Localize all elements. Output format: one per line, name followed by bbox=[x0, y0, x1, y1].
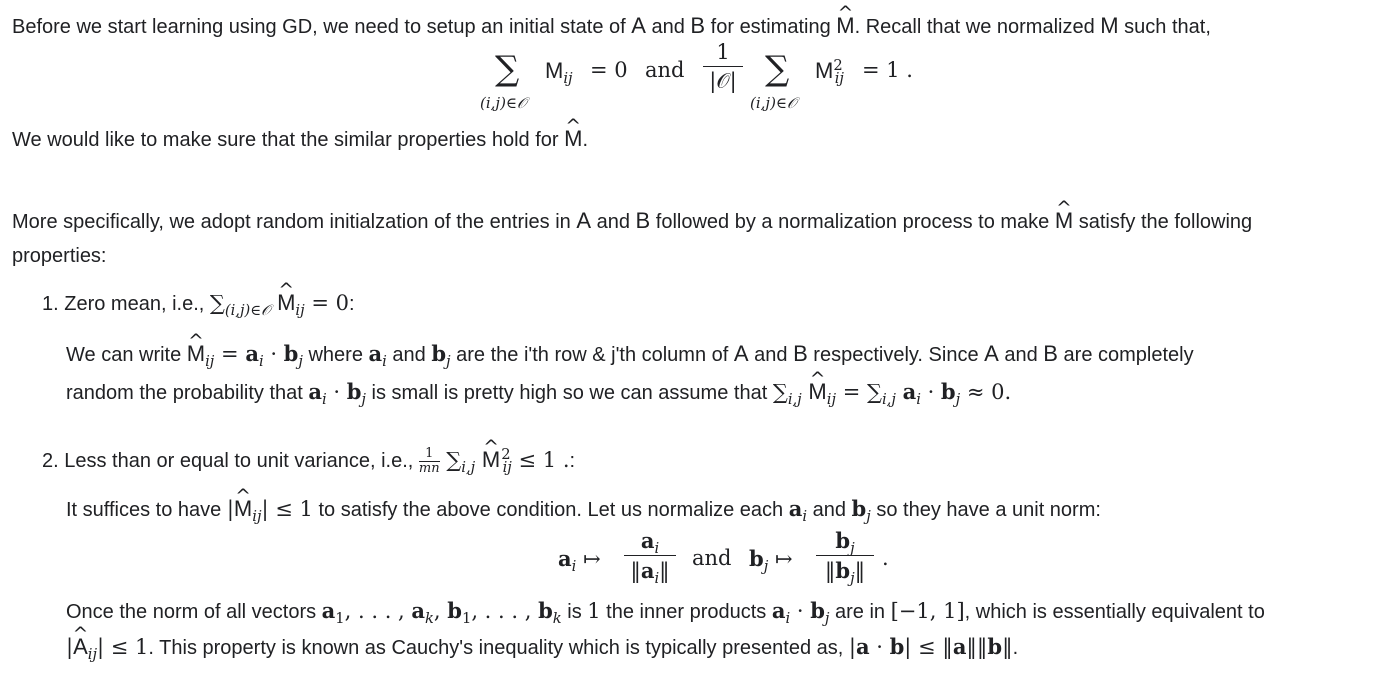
specific-line-2: properties: bbox=[12, 245, 107, 267]
item2-l1-eq: ≤ 1 bbox=[268, 497, 313, 521]
sum-term: $M_{ij}$ bbox=[545, 58, 573, 88]
item2-title: Less than or equal to unit variance, i.e., bbox=[64, 450, 419, 472]
item2-frac-den: mn bbox=[418, 461, 440, 476]
sum-subscript: (i,j)∈𝒪 bbox=[480, 94, 527, 112]
item2-l3-text-d: are in bbox=[829, 601, 891, 623]
symbol-A: A bbox=[631, 13, 646, 38]
item2-l3-text-a: Once the norm of all vectors bbox=[66, 601, 322, 623]
item1-sum-subscript: (i,j)∈𝒪 bbox=[224, 302, 271, 320]
item2-line-3: Once the norm of all vectors $a_1$, . . . , $a_k$, $b_1$, . . . , $b_k$ is 1 the inner products $a_i \cdot b_j$ are in [−1, 1], which is essentially equivalent to bbox=[66, 598, 1265, 628]
item2-colon: : bbox=[569, 450, 576, 472]
item1-l2-eq: = bbox=[836, 380, 867, 404]
item1-line-1: We can write ^ $M_{ij} = a_i \cdot b_j$ where $a_i$ and $b_j$ are the i'th row & j'th column of A and B respectively. Since A and B are completely bbox=[66, 340, 1194, 369]
intro-text-5: such that, bbox=[1118, 16, 1211, 38]
symbol-M-hat-2: ^ M bbox=[564, 125, 582, 153]
item1-l1-text-c: and bbox=[386, 344, 432, 366]
item2-l1-text-a: It suffices to have bbox=[66, 499, 227, 521]
symbol-A-2: A bbox=[576, 208, 592, 233]
item1-l1-text-a: We can write bbox=[66, 344, 187, 366]
specific-text-2: and bbox=[591, 211, 636, 233]
sum-symbol: ∑ bbox=[495, 49, 520, 89]
fraction-denominator: |𝒪| bbox=[709, 69, 737, 93]
item2-line-4: |^ $A_{ij}| \le 1$. This property is known as Cauchy's inequality which is typically presented as, |a · b| ≤ ‖a‖‖b‖. bbox=[66, 633, 1018, 662]
one-over-O-fraction bbox=[703, 40, 743, 94]
item1-l2-sub-2: i,j bbox=[881, 391, 896, 409]
item2-fraction bbox=[419, 447, 440, 476]
intro-text-4: . Recall that we normalized bbox=[854, 16, 1101, 38]
item2-l3-text-e: , which is essentially equivalent to bbox=[964, 601, 1265, 623]
item2-l3-interval: [−1, 1] bbox=[890, 599, 965, 623]
item1-line-2: random the probability that $a_i \cdot b_j$ is small is pretty high so we can assume that $\sum_{i,j}$ ^ $M_{ij} = \sum_{i,j}$ $a_i \cdot b_j \approx 0$. bbox=[66, 378, 1011, 407]
item1-l2-text-b: is small is pretty high so we can assume that bbox=[365, 382, 773, 404]
similar-properties-line: We would like to make sure that the similar properties hold for ^ M. bbox=[12, 125, 588, 154]
specific-text-1: More specifically, we adopt random initialzation of the entries in bbox=[12, 211, 577, 233]
map-and: and bbox=[692, 546, 732, 570]
map-a: $a_i$ ↦ bbox=[558, 546, 601, 576]
intro-line bbox=[12, 12, 1211, 41]
map-a-fraction: $a_i$ $‖a_i‖$ bbox=[624, 528, 676, 583]
map-period: . bbox=[882, 546, 889, 570]
item2-frac-num: 1 bbox=[425, 446, 434, 461]
intro-text-3: for estimating bbox=[705, 16, 837, 38]
item2-l3-dots-1: , . . . , bbox=[344, 599, 412, 623]
symbol-M-hat-3: ^ M bbox=[1055, 207, 1073, 235]
sum-symbol-2: ∑ bbox=[765, 49, 790, 89]
item1-l1-text-f: respectively. Since bbox=[807, 344, 985, 366]
item2-line-1: It suffices to have |^ $M_{ij}| \le 1$ to satisfy the above condition. Let us normalize each $a_i$ and $b_j$ so they have a unit norm: bbox=[66, 495, 1101, 524]
sum-subscript-2: (i,j)∈𝒪 bbox=[750, 94, 797, 112]
item2-l1-text-d: so they have a unit norm: bbox=[870, 499, 1101, 521]
item2-l3-dots-2: , . . . , bbox=[471, 599, 539, 623]
item2-eq: ≤ 1 . bbox=[511, 448, 570, 472]
item1-l1-text-g: and bbox=[998, 344, 1044, 366]
symbol-M-hat: ^ M bbox=[836, 12, 854, 40]
item2-sum-subscript: i,j bbox=[461, 459, 476, 477]
item1-title-line bbox=[42, 289, 355, 318]
specific-text-3: followed by a normalization process to make bbox=[650, 211, 1055, 233]
fraction-numerator: 1 bbox=[716, 40, 730, 64]
map-b: $b_j$ ↦ bbox=[749, 546, 793, 576]
item2-l1-text-b: to satisfy the above condition. Let us normalize each bbox=[312, 499, 789, 521]
symbol-B-2: B bbox=[635, 208, 651, 233]
item1-l1-text-d: are the i'th row & j'th column of bbox=[450, 344, 734, 366]
item1-number: 1. bbox=[42, 293, 59, 315]
intro-text-2: and bbox=[645, 16, 691, 38]
item1-l1-text-b: where bbox=[302, 344, 369, 366]
item2-title-line: 2. Less than or equal to unit variance, i.e., $\frac{1}{mn} \sum_{i,j}$ ^ $M^2_{ij} \le 1$ .: bbox=[42, 446, 575, 476]
item2-l4-eq: ≤ 1 bbox=[104, 635, 149, 659]
squared-term: $M^2_{ij}$ bbox=[815, 57, 844, 88]
similar-text: We would like to make sure that the similar properties hold for bbox=[12, 129, 565, 151]
item2-l3-text-b: is bbox=[561, 601, 588, 623]
item1-l1-text-e: and bbox=[748, 344, 794, 366]
item2-l3-one: 1 bbox=[587, 599, 601, 623]
sum-equals-zero: = 0 bbox=[590, 58, 628, 82]
item1-l2-text-a: random the probability that bbox=[66, 382, 309, 404]
item1-sum: $\sum_{(i,j)\in 𝒪}$ ^ $M_{ij} = 0$ bbox=[210, 291, 349, 315]
item1-l1-eq: = bbox=[214, 342, 246, 366]
item1-l2-end: ≈ 0. bbox=[960, 380, 1012, 404]
specific-text-4: satisfy the following bbox=[1073, 211, 1253, 233]
item1-colon: : bbox=[348, 293, 355, 315]
symbol-B: B bbox=[690, 13, 706, 38]
intro-text-1: Before we start learning using GD, we need to setup an initial state of bbox=[12, 16, 632, 38]
and-word: and bbox=[645, 58, 685, 82]
item1-title: Zero mean, i.e., bbox=[64, 293, 210, 315]
item2-number: 2. bbox=[42, 450, 59, 472]
item2-l1-text-c: and bbox=[807, 499, 852, 521]
item2-l4-end: . bbox=[1012, 637, 1019, 659]
map-b-fraction: $b_j$ $‖b_j‖$ bbox=[816, 528, 874, 583]
specific-line-1 bbox=[12, 207, 1252, 236]
item1-l2-sub-1: i,j bbox=[787, 391, 802, 409]
item2-l3-text-c: the inner products bbox=[600, 601, 772, 623]
item1-eq: = 0 bbox=[304, 291, 349, 315]
item2-l4-text-a: . This property is known as Cauchy's inequality which is typically presented as, bbox=[148, 637, 849, 659]
symbol-M: M bbox=[1100, 13, 1119, 38]
sum-equals-one: = 1 . bbox=[862, 58, 913, 82]
item1-l1-text-h: are completely bbox=[1057, 344, 1194, 366]
